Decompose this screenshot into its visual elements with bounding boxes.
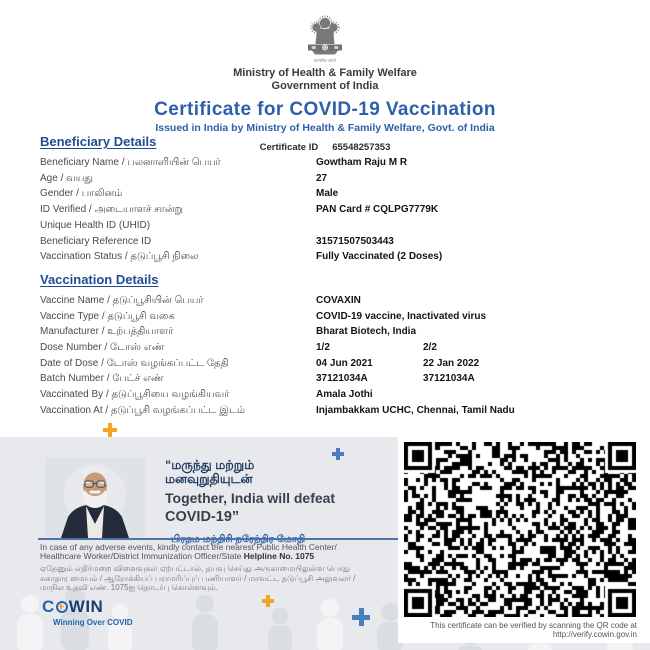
qr-verify-text [407, 621, 637, 639]
field-label: Beneficiary Reference ID [40, 235, 152, 247]
field-value-dose2: 22 Jan 2022 [423, 357, 480, 369]
table-row [40, 387, 620, 403]
field-value: Male [316, 188, 339, 200]
field-label: Beneficiary Name / பலனாளியின் பெயர் [40, 157, 221, 168]
certificate-title: Certificate for COVID-19 Vaccination [154, 99, 496, 120]
cowin-logo-c: C [42, 597, 55, 616]
details-section [40, 134, 620, 419]
cowin-logo [42, 597, 133, 627]
field-value: Amala Jothi [316, 389, 373, 401]
adverse-events-notice-english [40, 543, 390, 560]
field-value-dose1: 04 Jun 2021 [316, 357, 373, 369]
verify-url: http://verify.cowin.gov.in [552, 630, 637, 639]
table-row [40, 234, 620, 250]
table-row [40, 340, 620, 356]
table-row [40, 371, 620, 387]
field-label: Vaccination Status / தடுப்பூசி நிலை [40, 251, 199, 263]
ministry-name: Ministry of Health & Family Welfare [233, 67, 417, 79]
cowin-logo-win: WIN [68, 597, 104, 616]
adverse-ta-line3: மாநில உதவி எண். 1075ஐ தொடர்பு கொள்ளவும். [40, 583, 218, 592]
certificate-header [0, 14, 650, 153]
field-label: ID Verified / அடையாளச் சான்று [40, 204, 183, 216]
field-value-dose2: 37121034A [423, 373, 475, 385]
table-row [40, 324, 620, 340]
table-row [40, 186, 620, 202]
field-label: Dose Number / டோஸ் எண் [40, 342, 165, 354]
field-label: Batch Number / பேட்ச் எண் [40, 373, 164, 385]
certificate-id-label: Certificate ID [259, 142, 319, 153]
cowin-tagline: Winning Over COVID [53, 618, 133, 627]
emblem-motto: सत्यमेव जयते [314, 58, 336, 63]
field-label: Unique Health ID (UHID) [40, 219, 151, 231]
field-value: Injambakkam UCHC, Chennai, Tamil Nadu [316, 404, 515, 416]
adverse-en-line1: In case of any adverse events, kindly contact the nearest Public Health Center/ [40, 542, 337, 552]
quote-divider-line [38, 538, 398, 540]
field-label: Vaccine Type / தடுப்பூசி வகை [40, 310, 175, 322]
field-label: Gender / பாலினம் [40, 188, 123, 200]
table-row [40, 249, 620, 265]
table-row [40, 356, 620, 372]
field-value: COVID-19 vaccine, Inactivated virus [316, 310, 487, 322]
table-row [40, 155, 620, 171]
plus-decoration-icon [103, 423, 117, 437]
table-row [40, 293, 620, 309]
beneficiary-details-heading: Beneficiary Details [40, 134, 157, 149]
adverse-ta-line1: ஏதேனும் எதிர்மறை விளைவுகள் ஏற்பட்டால், தயவு செய்து அருகாமையிலுள்ள பொது [40, 564, 351, 573]
helpline-number: Helpline No. 1075 [243, 550, 315, 561]
field-label: Vaccine Name / தடுப்பூசியின் பெயர் [40, 294, 204, 306]
field-value: Bharat Biotech, India [316, 326, 417, 338]
certificate-subtitle: Issued in India by Ministry of Health & Family Welfare, Govt. of India [155, 122, 495, 134]
field-value-dose1: 1/2 [316, 342, 330, 354]
field-label: Vaccination At / தடுப்பூசி வழங்கப்பட்ட இடம் [40, 404, 245, 416]
verify-line1: This certificate can be verified by scanning the QR code at [430, 621, 637, 630]
table-row [40, 218, 620, 234]
footer-banner [0, 437, 650, 650]
india-emblem-icon [303, 14, 347, 60]
field-label: Vaccinated By / தடுப்பூசியை வழங்கியவர் [40, 389, 230, 401]
field-value [316, 218, 423, 234]
field-value-dose2: 2/2 [423, 342, 437, 354]
table-row [40, 403, 620, 419]
field-value-dose1: 37121034A [316, 373, 368, 385]
field-value: Fully Vaccinated (2 Doses) [316, 251, 443, 263]
quote-tamil-line2: மனவுறுதியுடன் [165, 472, 253, 486]
pm-quote-block [165, 458, 335, 546]
adverse-en-line2: Healthcare Worker/District Immunization Officer/State [40, 550, 244, 561]
quote-english-line2: COVID-19” [165, 509, 240, 525]
table-row [40, 202, 620, 218]
vaccination-details-heading: Vaccination Details [40, 271, 159, 287]
cowin-logo-plus-icon [56, 601, 68, 613]
field-value: 27 [316, 172, 328, 184]
field-label: Date of Dose / டோஸ் வழங்கப்பட்ட தேதி [40, 357, 229, 369]
field-value: 31571507503443 [316, 235, 394, 247]
field-label: Age / வயது [40, 172, 93, 184]
qr-verification-panel [398, 437, 650, 643]
field-value: PAN Card # CQLPG7779K [316, 204, 439, 216]
table-row [40, 171, 620, 187]
table-row [40, 309, 620, 325]
government-name: Government of India [271, 80, 379, 92]
field-label: Manufacturer / உற்பத்தியாளர் [40, 326, 174, 338]
qr-code-icon [404, 442, 636, 617]
field-value: COVAXIN [316, 294, 361, 306]
field-value: Gowtham Raju M R [316, 157, 408, 168]
pm-modi-photo [45, 457, 145, 538]
adverse-events-notice-tamil [40, 564, 390, 593]
quote-tamil-line1: “மருந்து மற்றும் [165, 458, 255, 472]
adverse-ta-line2: சுகாதார மையம் / ஆரோக்கியப் பராமரிப்புப் பணியாளர் / மாவட்ட தடுப்பூசி அலுவலர் / [40, 573, 356, 583]
certificate-id-value: 65548257353 [332, 142, 391, 153]
quote-english-line1: Together, India will defeat [165, 490, 336, 506]
